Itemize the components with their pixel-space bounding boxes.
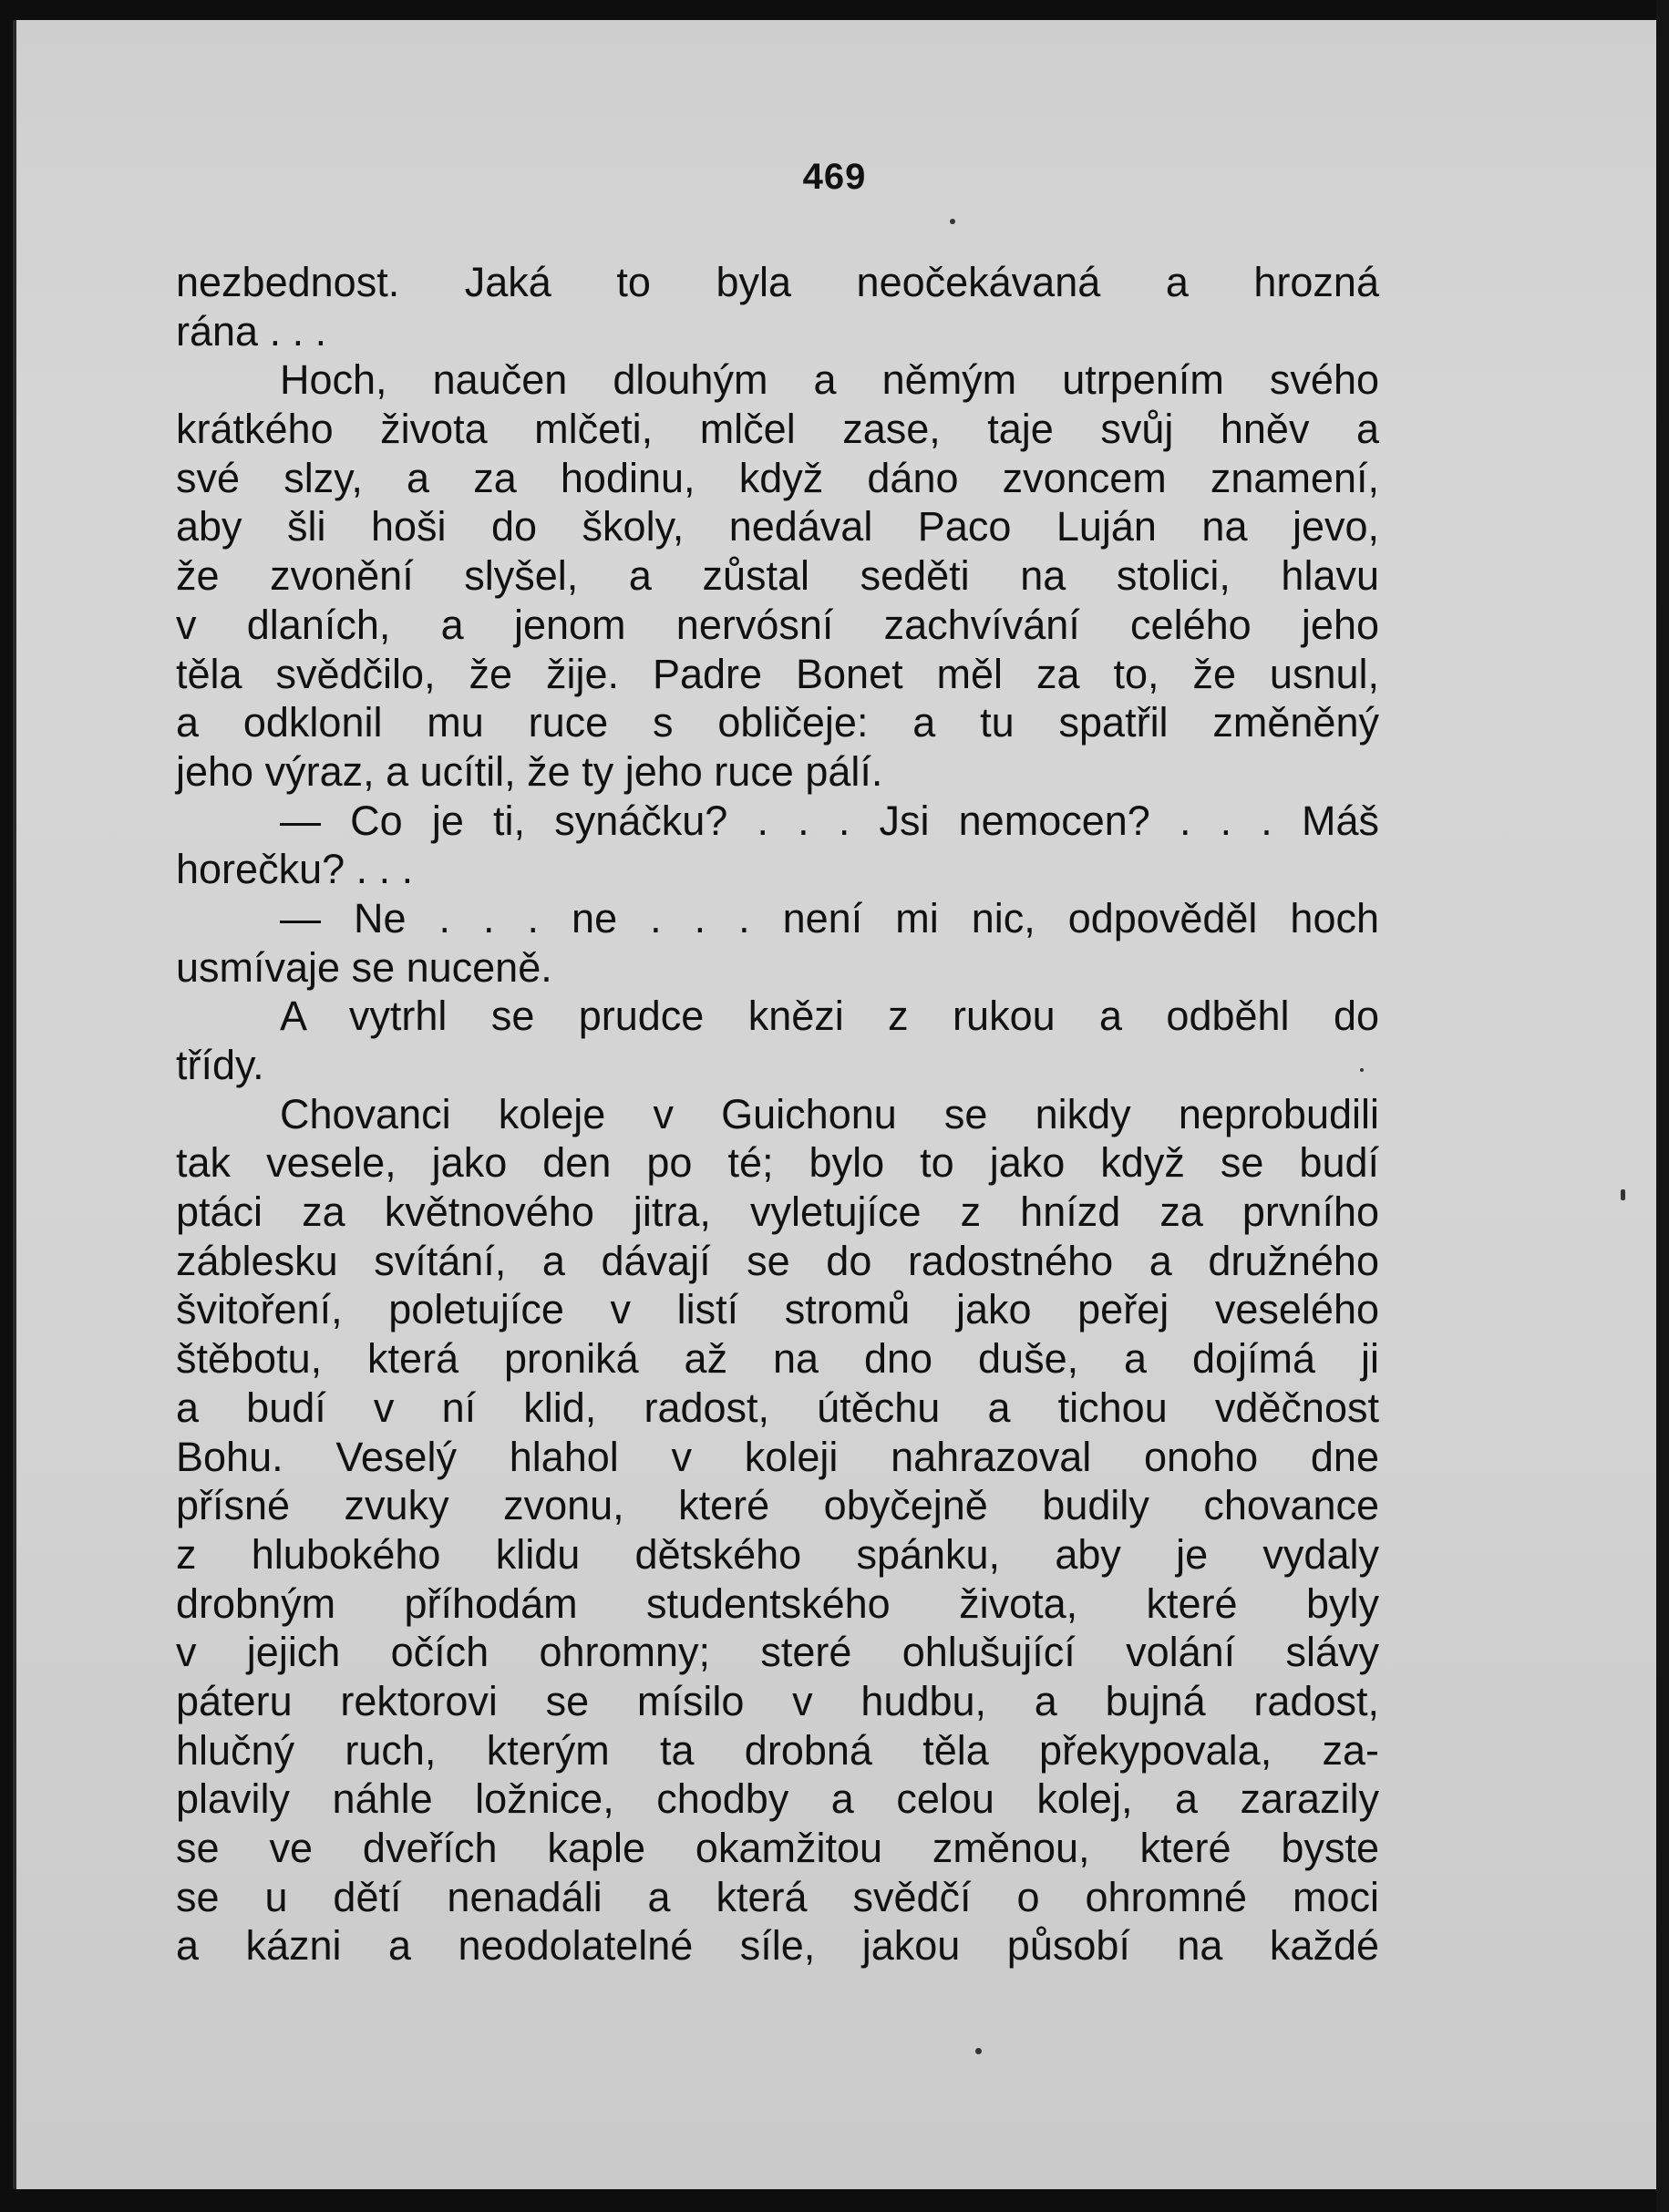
page-number: 469 [802, 157, 867, 197]
text-line: a budí v ní klid, radost, útěchu a tichou vděčnost [176, 1384, 1379, 1431]
text-line: jeho výraz, a ucítil, že ty jeho ruce pálí. [176, 747, 883, 795]
text-line: nezbednost. Jaká to byla neočekávaná a hrozná [176, 259, 1379, 305]
text-line: Bohu. Veselý hlahol v koleji nahrazoval onoho dne [176, 1433, 1379, 1480]
dust-speck [975, 2048, 982, 2054]
text-line: se u dětí nenadáli a která svědčí o ohromné moci [176, 1873, 1379, 1920]
text-line: a kázni a neodolatelné síle, jakou působí na každé [176, 1922, 1379, 1970]
text-line: aby šli hoši do školy, nedával Paco Luján na jevo, [176, 503, 1379, 550]
body-text [176, 258, 1379, 1970]
text-line: záblesku svítání, a dávají se do radostného a družného [176, 1237, 1379, 1284]
text-line: se ve dveřích kaple okamžitou změnou, které byste [176, 1825, 1379, 1871]
text-line: Hoch, naučen dlouhým a němým utrpením svého [280, 356, 1379, 404]
text-line: že zvonění slyšel, a zůstal seděti na stolici, hlavu [176, 552, 1379, 600]
text-line: tak vesele, jako den po té; bylo to jako když se budí [176, 1139, 1379, 1187]
text-line: těla svědčilo, že žije. Padre Bonet měl za to, že usnul, [176, 650, 1379, 697]
text-line: hlučný ruch, kterým ta drobná těla překypovala, za- [176, 1726, 1379, 1774]
text-line: ptáci za květnového jitra, vyletujíce z hnízd za prvního [176, 1188, 1379, 1236]
text-line: krátkého života mlčeti, mlčel zase, taje svůj hněv a [176, 406, 1379, 453]
scan-right-edge [1656, 0, 1669, 2212]
text-line: páteru rektorovi se mísilo v hudbu, a bujná radost, [176, 1677, 1379, 1724]
text-line: přísné zvuky zvonu, které obyčejně budily chovance [176, 1482, 1379, 1529]
text-line: usmívaje se nuceně. [176, 943, 552, 991]
text-line: v jejich očích ohromny; steré ohlušující volání slávy [176, 1629, 1379, 1676]
text-line: drobným příhodám studentského života, které byly [176, 1579, 1379, 1627]
text-line: Chovanci koleje v Guichonu se nikdy neprobudili [280, 1090, 1379, 1137]
text-line: rána . . . [176, 307, 327, 355]
text-line: — Ne . . . ne . . . není mi nic, odpověděl hoch [280, 894, 1379, 941]
text-line: v dlaních, a jenom nervósní zachvívání celého jeho [176, 601, 1379, 648]
text-line: plavily náhle ložnice, chodby a celou kolej, a zarazily [176, 1775, 1379, 1823]
text-line: z hlubokého klidu dětského spánku, aby je vydaly [176, 1530, 1379, 1578]
text-line: horečku? . . . [176, 846, 414, 893]
dust-speck [1621, 1189, 1625, 1200]
text-line: švitoření, poletujíce v listí stromů jako peřej veselého [176, 1286, 1379, 1333]
text-line: A vytrhl se prudce knězi z rukou a odběhl do [280, 993, 1379, 1040]
dust-speck [950, 219, 955, 224]
text-line: a odklonil mu ruce s obličeje: a tu spatřil změněný [176, 699, 1379, 746]
text-line: třídy. [176, 1042, 264, 1088]
text-line: své slzy, a za hodinu, když dáno zvoncem znamení, [176, 454, 1379, 501]
text-line: — Co je ti, synáčku? . . . Jsi nemocen? . . . Máš [280, 797, 1379, 844]
text-line: štěbotu, která proniká až na dno duše, a dojímá ji [176, 1335, 1379, 1383]
